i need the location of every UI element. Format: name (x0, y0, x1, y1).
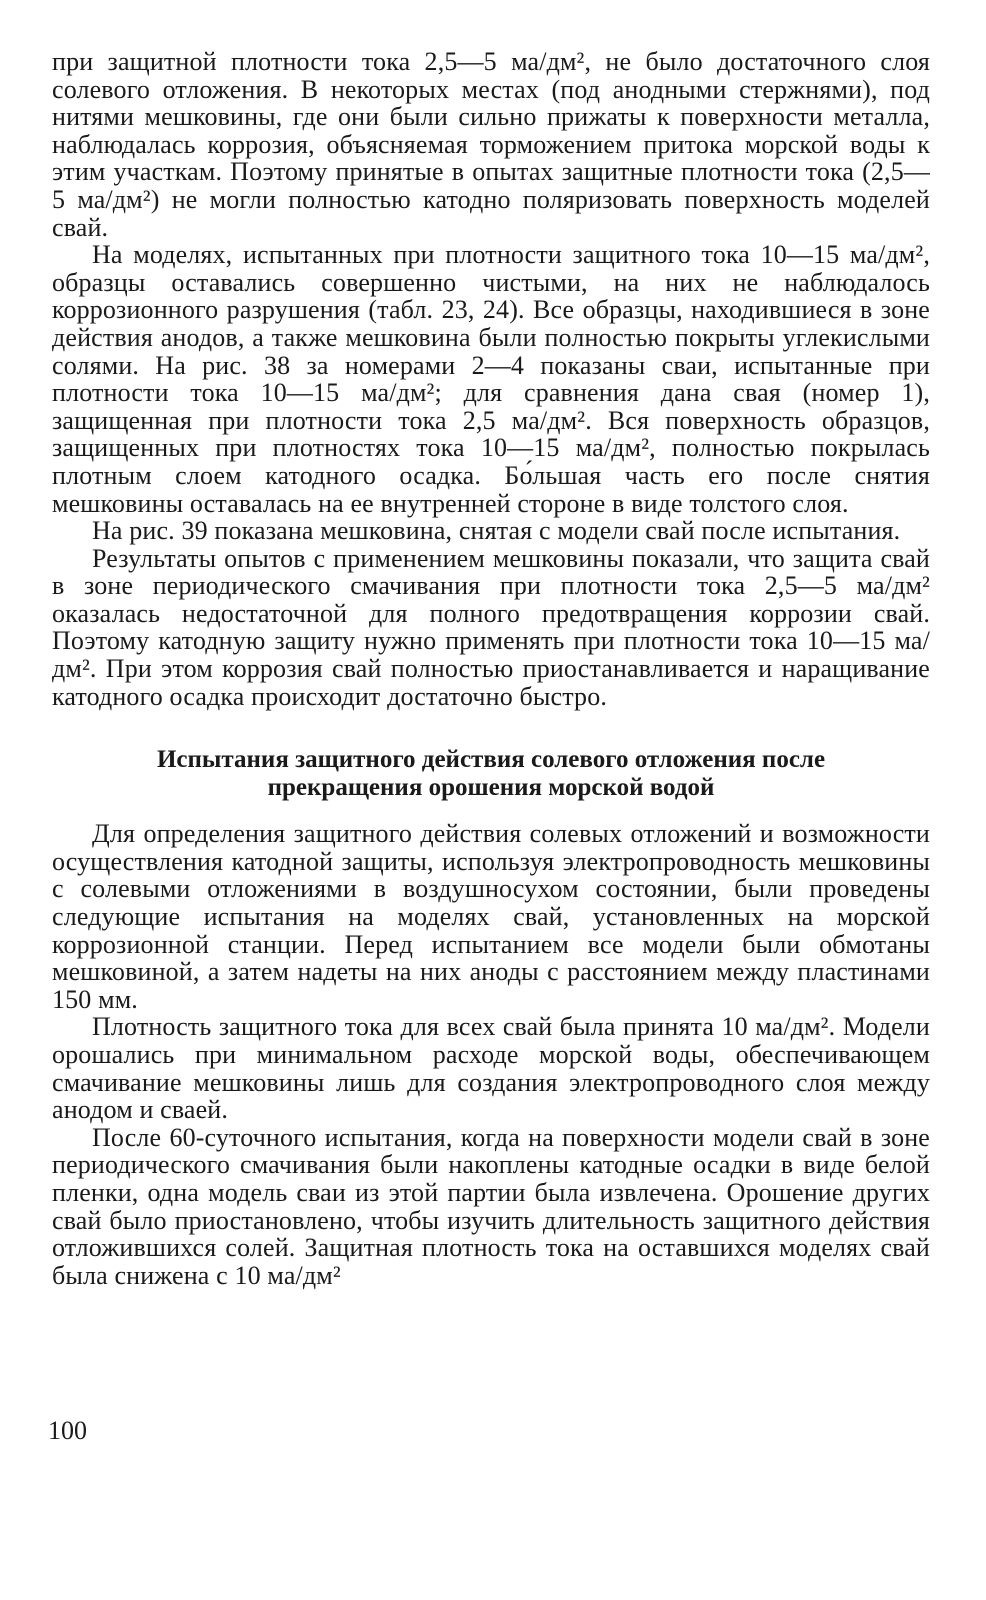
page-number: 100 (48, 1416, 87, 1445)
paragraph: После 60-суточного испытания, когда на поверхности модели свай в зоне периодического смачивания были накоплены катодные осадки в виде белой пленки, одна модель сваи из этой партии была извлечена. Орошение других свай было приостановлено, чтобы изучить длительность защитного действия отложившихся солей. Защитная плотность тока на оставшихся моделях свай была снижена с 10 ма/дм² (52, 1122, 930, 1290)
paragraph: Плотность защитного тока для всех свай была принята 10 ма/дм². Модели орошались при минимальном расходе морской воды, обеспечивающем смачивание мешковины лишь для создания электропроводного слоя между анодом и сваей. (52, 1012, 930, 1125)
paragraph: На моделях, испытанных при плотности защитного тока 10—15 ма/дм², образцы оставались совершенно чистыми, на них не наблюдалось коррозионного разрушения (табл. 23, 24). Все образцы, находившиеся в зоне действия анодов, а также мешковина были полностью покрыты углекислыми солями. На рис. 38 за номерами 2—4 показаны сваи, испытанные при плотности тока 10—15 ма/дм²; для сравнения дана свая (номер 1), защищенная при плотности тока 2,5 ма/дм². Вся поверхность образцов, защищенных при плотностях тока 10—15 ма/дм², полностью покрылась плотным слоем катодного осадка. Бо́льшая часть его после снятия мешковины оставалась на ее внутренней стороне в виде толстого слоя. (52, 240, 930, 518)
paragraph: Для определения защитного действия солевых отложений и возможности осуществления катодной защиты, используя электропроводность мешковины с солевыми отложениями в воздушносухом состоянии, были проведены следующие испытания на моделях свай, установленных на морской коррозионной станции. Перед испытанием все модели были обмотаны мешковиной, а затем надеты на них аноды с расстоянием между пластинами 150 мм. (52, 819, 930, 1014)
paragraph: На рис. 39 показана мешковина, снятая с модели свай после испытания. (92, 516, 901, 546)
paragraph: Результаты опытов с применением мешковины показали, что защита свай в зоне периодического смачивания при плотности тока 2,5—5 ма/дм² оказалась недостаточной для полного предотвращения коррозии свай. Поэтому катодную защиту нужно применять при плотности тока 10—15 ма/дм². При этом коррозия свай полностью приостанавливается и наращивание катодного осадка происходит достаточно быстро. (52, 543, 930, 711)
section-heading: Испытания защитного действия солевого отложения после прекращения орошения морской водой (156, 746, 826, 802)
paragraph-continuation: при защитной плотности тока 2,5—5 ма/дм², не было достаточного слоя солевого отложения. В некоторых местах (под анодными стержнями), под нитями мешковины, где они были сильно прижаты к поверхности металла, наблюдалась коррозия, объясняемая торможением притока морской воды к этим участкам. Поэтому принятые в опытах защитные плотности тока (2,5—5 ма/дм²) не могли полностью катодно поляризовать поверхность моделей свай. (52, 47, 930, 242)
